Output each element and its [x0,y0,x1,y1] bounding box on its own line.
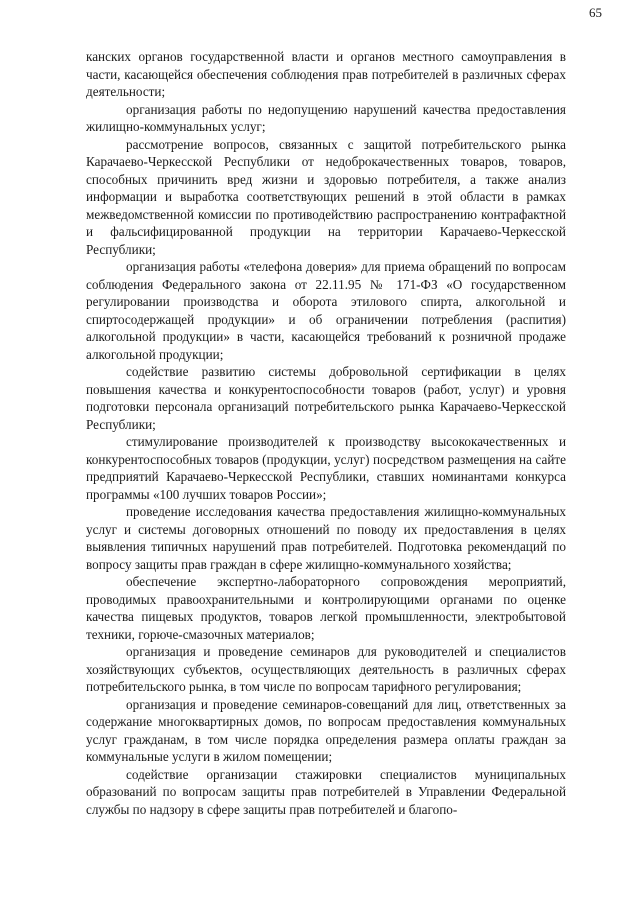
paragraph-5: содействие развитию системы добровольной сертификации в целях повышения качества и конкурентоспособности товаров (работ, услуг) и уровня подготовки персонала организаций потребительского рынка Карачаево-Черкесской Республики; [86,364,566,432]
document-body [86,48,566,818]
paragraph-3: рассмотрение вопросов, связанных с защитой потребительского рынка Карачаево-Черкесской Республики от недоброкачественных товаров, товаров, способных причинить вред жизни и здоровью потребителя, а также анализ информации и выработка соответствующих решений в этой области в рамках межведомственной комиссии по противодействию распространению контрафактной и фальсифицированной продукции на территории Карачаево-Черкесской Республики; [86,136,566,257]
paragraph-8: обеспечение экспертно-лабораторного сопровождения мероприятий, проводимых правоохранительными и контролирующими органами по оценке качества пищевых продуктов, товаров легкой промышленности, электробытовой техники, горюче-смазочных материалов; [86,574,566,642]
paragraph-6: стимулирование производителей к производству высококачественных и конкурентоспособных товаров (продукции, услуг) посредством размещения на сайте предприятий Карачаево-Черкесской Республики, ставших номинантами конкурса программы «100 лучших товаров России»; [86,434,566,502]
paragraph-10: организация и проведение семинаров-совещаний для лиц, ответственных за содержание многоквартирных домов, по вопросам предоставления коммунальных услуг гражданам, в том числе порядка определения размера оплаты граждан за коммунальные услуги в жилом помещении; [86,696,566,764]
paragraph-4: организация работы «телефона доверия» для приема обращений по вопросам соблюдения Федерального закона от 22.11.95 № 171-ФЗ «О государственном регулировании производства и оборота этилового спирта, алкогольной и спиртосодержащей продукции» и об ограничении потребления (распития) алкогольной продукции» в части, касающейся требований к розничной продаже алкогольной продукции; [86,259,566,362]
paragraph-11: содействие организации стажировки специалистов муниципальных образований по вопросам защиты прав потребителей в Управлении Федеральной службы по надзору в сфере защиты прав потребителей и благопо- [86,766,566,817]
paragraph-7: проведение исследования качества предоставления жилищно-коммунальных услуг и системы договорных отношений по поводу их предоставления в целях выявления типичных нарушений прав потребителей. Подготовка рекомендаций по вопросу защиты прав граждан в сфере жилищно-коммунального хозяйства; [86,504,566,572]
paragraph-1: канских органов государственной власти и органов местного самоуправления в части, касающейся обеспечения соблюдения прав потребителей в различных сферах деятельности; [86,49,566,99]
page-number: 65 [589,5,602,20]
paragraph-2: организация работы по недопущению нарушений качества предоставления жилищно-коммунальных услуг; [86,101,566,134]
paragraph-9: организация и проведение семинаров для руководителей и специалистов хозяйствующих субъектов, осуществляющих деятельность в различных сферах потребительского рынка, в том числе по вопросам тарифного регулирования; [86,644,566,694]
